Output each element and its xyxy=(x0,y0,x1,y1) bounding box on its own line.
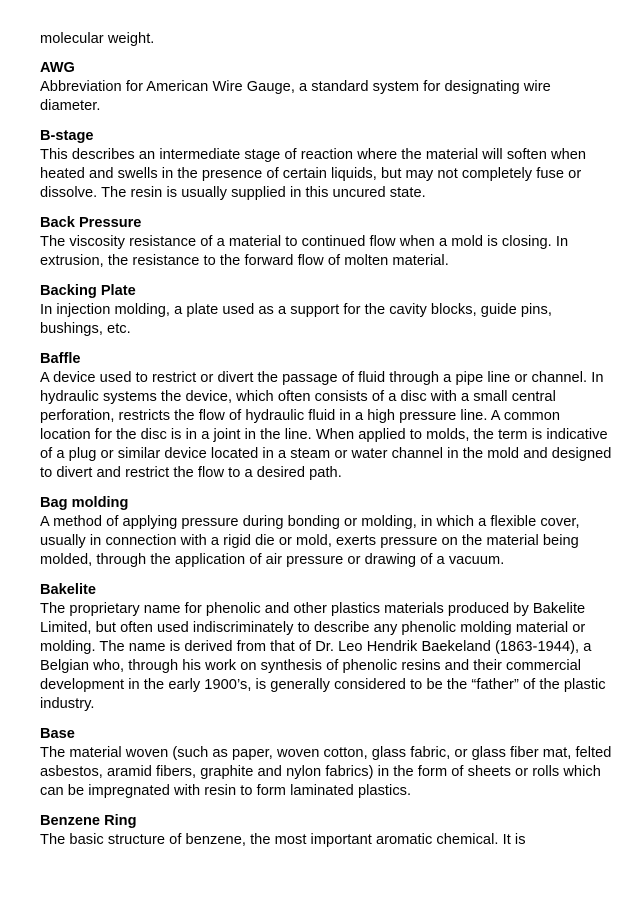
glossary-term: Backing Plate xyxy=(40,283,136,299)
glossary-definition: A device used to restrict or divert the passage of fluid through a pipe line or channel. In hydraulic systems the device, which often consists of a disc with a small central perforation, restricts the flow of hydraulic fluid in a high pressure line. A common location for the disc is in a joint in the line. When applied to molds, the term is indicative of a plug or similar device located in a steam or water channel in the mold and designed to divert and restrict the flow to a desired path. xyxy=(40,370,612,481)
glossary-term: Back Pressure xyxy=(40,215,142,231)
glossary-definition: The basic structure of benzene, the most important aromatic chemical. It is xyxy=(40,832,526,848)
glossary-definition: This describes an intermediate stage of reaction where the material will soften when heated and swells in the presence of certain liquids, but may not completely fuse or dissolve. The resin is usually supplied in this uncured state. xyxy=(40,147,587,201)
glossary-definition: The viscosity resistance of a material to continued flow when a mold is closing. In extrusion, the resistance to the forward flow of molten material. xyxy=(40,234,569,269)
glossary-definition: The material woven (such as paper, woven cotton, glass fabric, or glass fiber mat, felted asbestos, aramid fibers, graphite and nylon fabrics) in the form of sheets or rolls which can be impregnated with resin to form laminated plastics. xyxy=(40,745,612,799)
glossary-term: Bakelite xyxy=(40,582,96,598)
glossary-entry-bakelite xyxy=(40,581,612,714)
glossary-term: AWG xyxy=(40,60,75,76)
glossary-term: Benzene Ring xyxy=(40,813,137,829)
glossary-entry-backing-plate xyxy=(40,282,612,339)
glossary-entry-awg xyxy=(40,59,612,116)
glossary-definition: The proprietary name for phenolic and other plastics materials produced by Bakelite Limited, but often used indiscriminately to describe any phenolic molding material or molding. The name is derived from that of Dr. Leo Hendrik Baekeland (1863-1944), a Belgian who, through his work on synthesis of phenolic resins and their commercial development in the early 1900’s, is generally considered to be the “father” of the plastic industry. xyxy=(40,601,606,712)
glossary-entry-base xyxy=(40,725,612,801)
glossary-definition: A method of applying pressure during bonding or molding, in which a flexible cover, usually in connection with a rigid die or mold, exerts pressure on the material being molded, through the application of air pressure or drawing of a vacuum. xyxy=(40,514,580,568)
glossary-definition: In injection molding, a plate used as a support for the cavity blocks, guide pins, bushings, etc. xyxy=(40,302,552,337)
glossary-entry-back-pressure xyxy=(40,214,612,271)
continued-text: molecular weight. xyxy=(40,31,155,47)
glossary-term: Bag molding xyxy=(40,495,129,511)
glossary-entry-b-stage xyxy=(40,127,612,203)
glossary-term: Base xyxy=(40,726,75,742)
glossary-term: B-stage xyxy=(40,128,94,144)
glossary-definition: Abbreviation for American Wire Gauge, a standard system for designating wire diameter. xyxy=(40,79,551,114)
glossary-term: Baffle xyxy=(40,351,81,367)
glossary-entry-baffle xyxy=(40,350,612,483)
document-page xyxy=(40,30,612,861)
glossary-entry-benzene-ring xyxy=(40,812,612,850)
glossary-entry-bag-molding xyxy=(40,494,612,570)
